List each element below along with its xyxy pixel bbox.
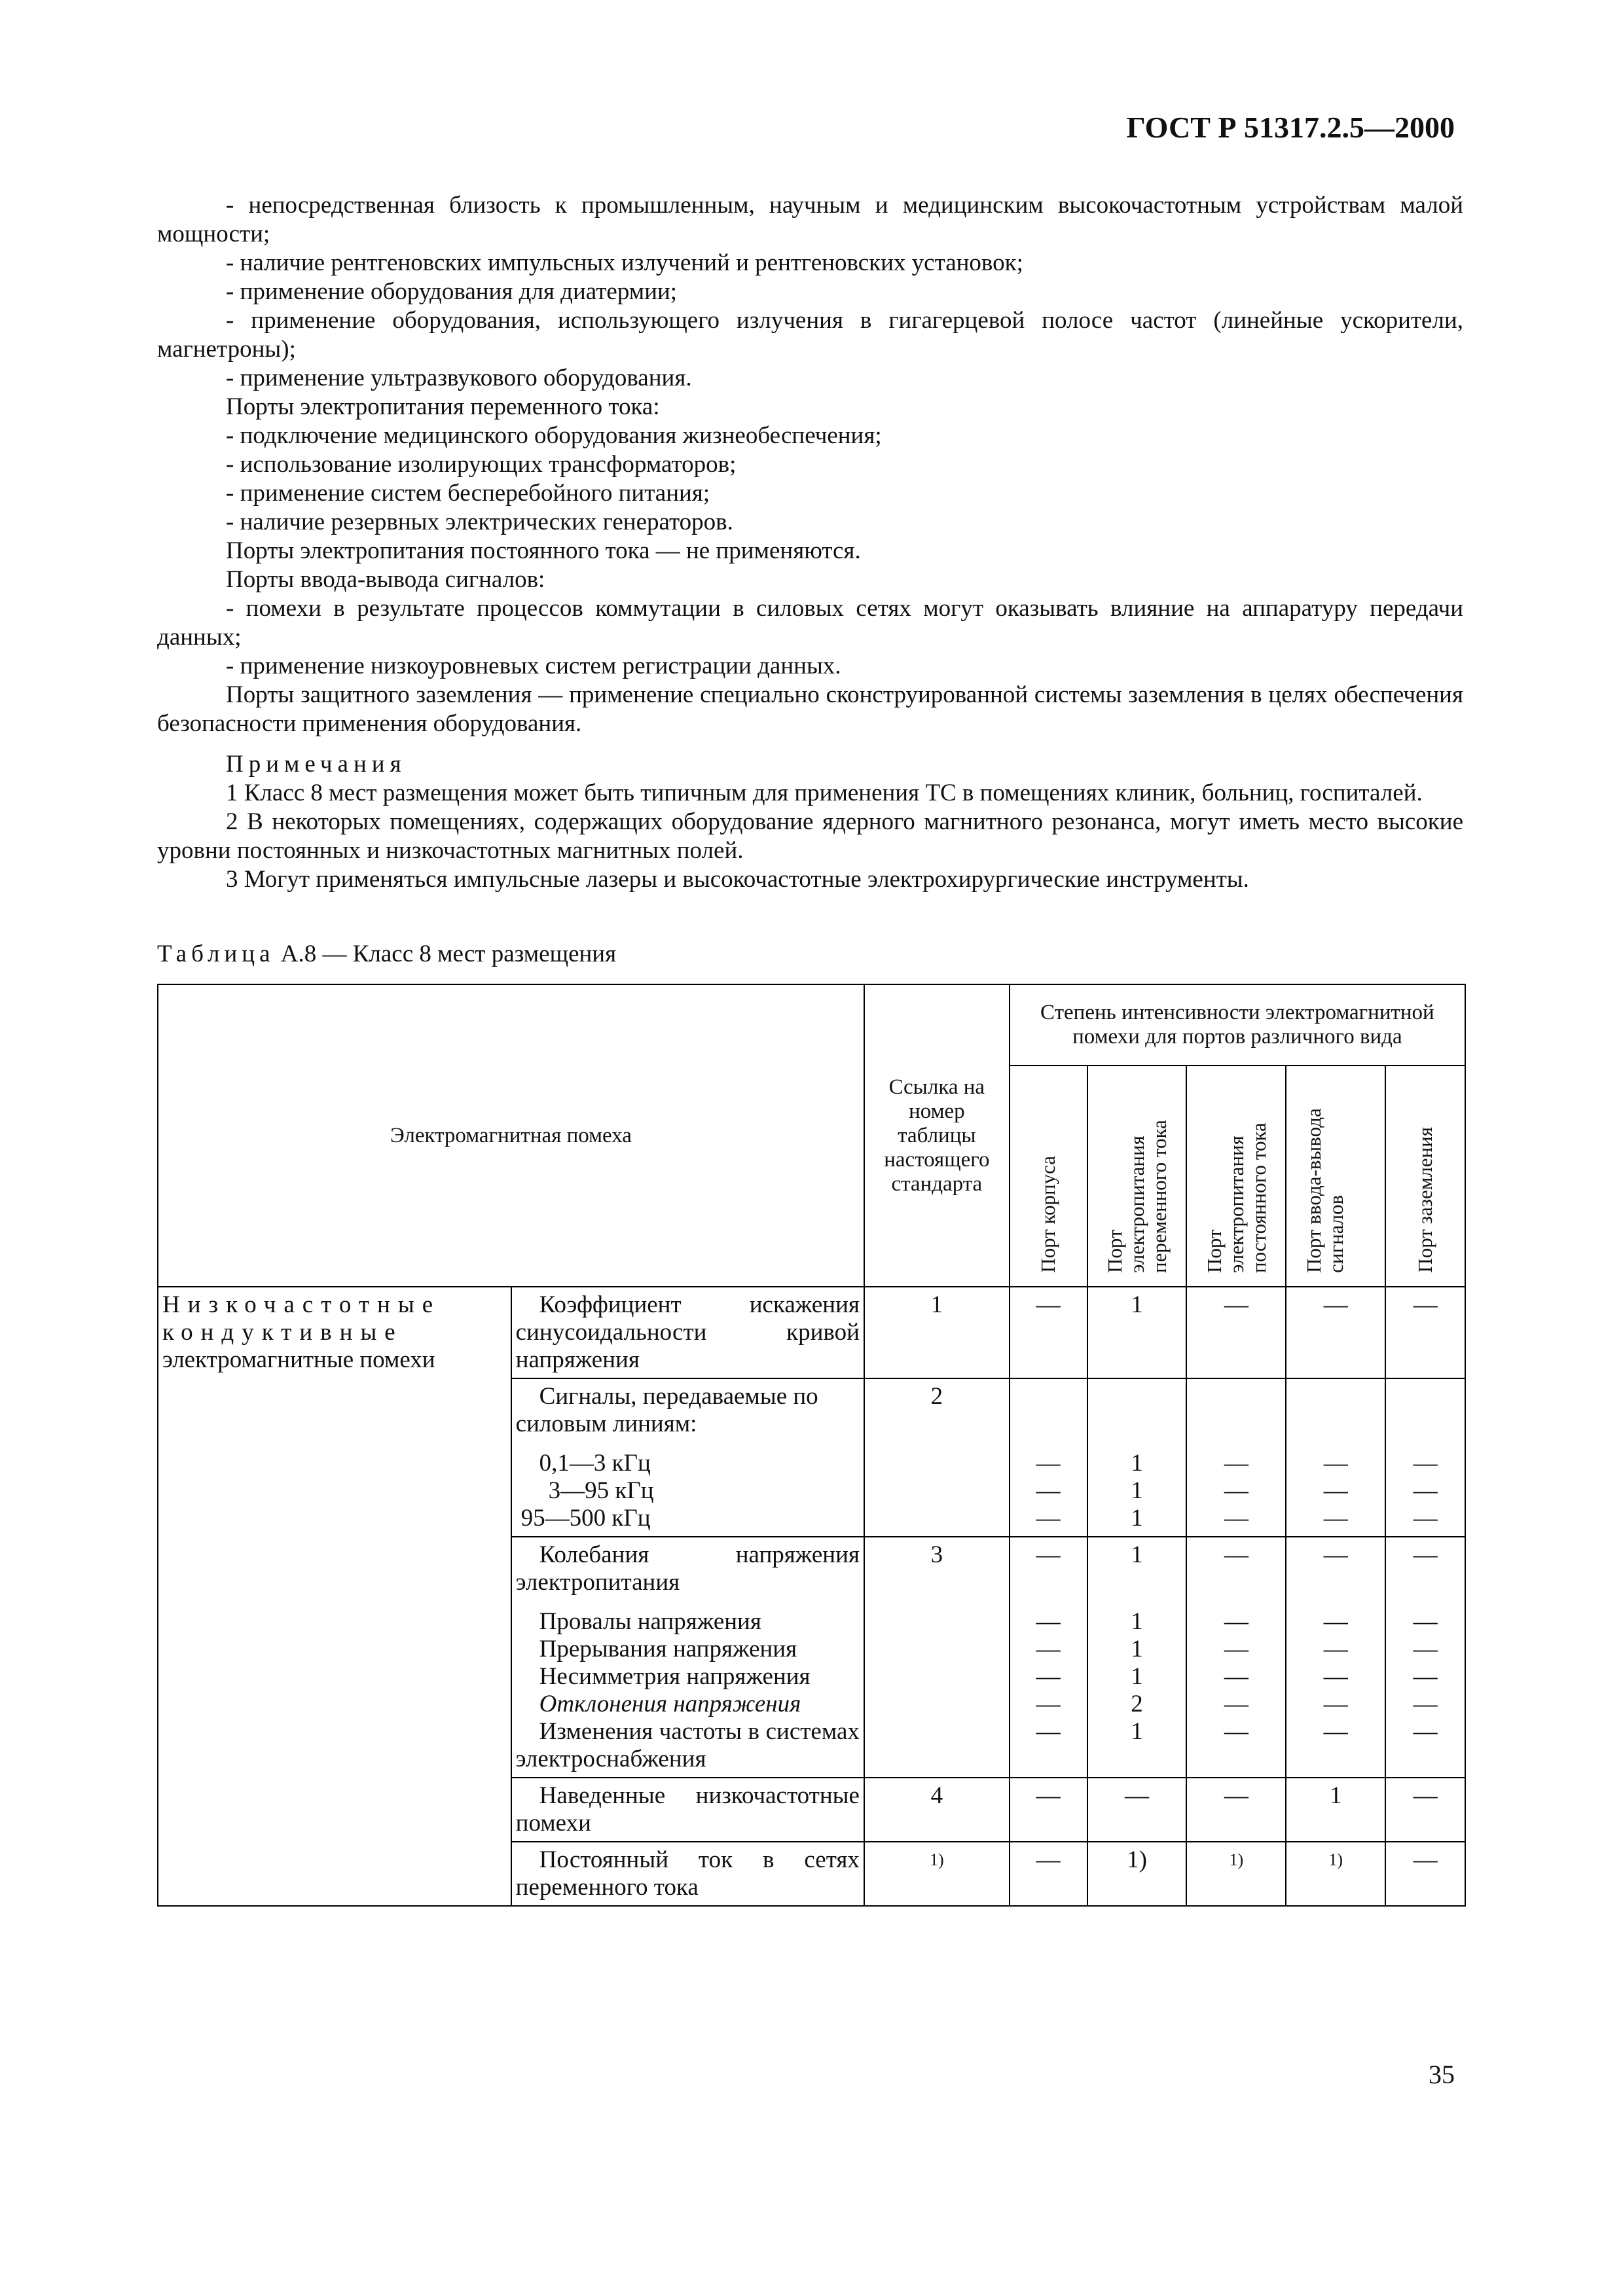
table-row — [158, 1287, 1465, 1378]
body-line: - помехи в результате процессов коммутации в силовых сетях могут оказывать влияние на аппаратуру передачи данных; — [157, 595, 1463, 651]
value-cell: — — [1010, 1842, 1087, 1906]
value-cell — [1286, 1842, 1385, 1906]
note-item: 3 Могут применяться импульсные лазеры и высокочастотные электрохирургические инструменты. — [226, 866, 1249, 893]
body-line: - наличие резервных электрических генераторов. — [226, 509, 733, 535]
row-title: Сигналы, передаваемые по силовым линиям: — [515, 1383, 818, 1437]
body-line: - наличие рентгеновских импульсных излучений и рентгеновских установок; — [226, 249, 1023, 276]
header-port-enclosure: Порт корпуса — [1010, 1066, 1087, 1287]
body-line: Порты электропитания переменного тока: — [226, 393, 660, 420]
sub-item: Прерывания напряжения — [539, 1636, 797, 1662]
body-line: - непосредственная близость к промышленным, научным и медицинским высокочастотным устройствам малой мощности; — [157, 192, 1463, 247]
value-cell: — — [1385, 1287, 1465, 1378]
value-cell: — — [1087, 1778, 1187, 1842]
value-cell: — — — — — — — [1286, 1537, 1385, 1778]
value-cell: — — [1385, 1842, 1465, 1906]
reference-cell: 1 — [864, 1287, 1010, 1378]
disturbance-name: Коэффициент искажения синусоидальности кривой напряжения — [511, 1287, 864, 1378]
header-port-signal: Порт ввода-вывода сигналов — [1286, 1066, 1385, 1287]
sub-item: Изменения частоты в системах электроснабжения — [515, 1718, 860, 1772]
body-line: - применение ультразвукового оборудования. — [226, 365, 692, 391]
value-cell: — — — — [1010, 1378, 1087, 1537]
sub-item: 95—500 кГц — [520, 1505, 651, 1532]
value-cell: — — [1385, 1778, 1465, 1842]
value-cell: — — — — — — — [1010, 1537, 1087, 1778]
value-cell: 1 1 1 1 2 1 — [1087, 1537, 1187, 1778]
value-cell: — — [1186, 1778, 1286, 1842]
value-cell: — — — — [1286, 1378, 1385, 1537]
header-port-earth: Порт заземления — [1385, 1066, 1465, 1287]
header-disturbance: Электромагнитная помеха — [158, 984, 864, 1287]
value-cell: — — — — [1385, 1378, 1465, 1537]
value-cell: 1 — [1286, 1778, 1385, 1842]
body-line: Порты электропитания постоянного тока — не применяются. — [226, 537, 861, 564]
header-port-dc-power: Порт электропитания постоянного тока — [1186, 1066, 1286, 1287]
body-line: Порты защитного заземления — применение специально сконструированной системы заземления в целях обеспечения безопасности применения оборудования. — [157, 681, 1463, 737]
body-line: - применение оборудования, использующего излучения в гигагерцевой полосе частот (линейные ускорители, магнетроны); — [157, 307, 1463, 363]
category-line: кондуктивные — [162, 1319, 403, 1346]
header-port-ac-power: Порт электропитания переменного тока — [1087, 1066, 1187, 1287]
body-line: - применение низкоуровневых систем регистрации данных. — [226, 653, 841, 679]
body-line: - применение систем бесперебойного питания; — [226, 480, 710, 507]
reference-cell: 4 — [864, 1778, 1010, 1842]
category-line: электромагнитные помехи — [162, 1346, 435, 1373]
row-title: Колебания напряжения электропитания — [515, 1541, 860, 1596]
value-cell: — — — — — — — [1385, 1537, 1465, 1778]
sub-item: 3—95 кГц — [548, 1477, 654, 1504]
body-line: - применение оборудования для диатермии; — [226, 278, 678, 305]
reference-cell — [864, 1842, 1010, 1906]
category-cell — [158, 1287, 511, 1906]
body-text — [157, 191, 1463, 894]
disturbance-name — [511, 1537, 864, 1778]
sub-item: Отклонения напряжения — [539, 1691, 801, 1717]
sub-item: 0,1—3 кГц — [539, 1450, 651, 1477]
body-line: - подключение медицинского оборудования жизнеобеспечения; — [226, 422, 882, 449]
page-number: 35 — [1429, 2060, 1455, 2089]
reference-cell: 3 — [864, 1537, 1010, 1778]
value-cell: 1 1 1 — [1087, 1378, 1187, 1537]
header-reference: Ссылка на номер таблицы настоящего стандарта — [864, 984, 1010, 1287]
standard-number: ГОСТ Р 51317.2.5—2000 — [1126, 111, 1455, 144]
footnote-ref: 1) — [1229, 1850, 1244, 1869]
value-cell: — — [1010, 1778, 1087, 1842]
note-item: 1 Класс 8 мест размещения может быть типичным для применения ТС в помещениях клиник, больниц, госпиталей. — [226, 780, 1423, 806]
caption-word: Таблица — [157, 941, 275, 967]
caption-text: А.8 — Класс 8 мест размещения — [280, 941, 617, 967]
notes-heading: Примечания — [226, 751, 407, 778]
value-cell: 1 — [1087, 1287, 1187, 1378]
body-line: - использование изолирующих трансформаторов; — [226, 451, 737, 478]
note-item: 2 В некоторых помещениях, содержащих оборудование ядерного магнитного резонанса, могут иметь место высокие уровни постоянных и низкочастотных магнитных полей. — [157, 808, 1463, 864]
value-cell — [1186, 1842, 1286, 1906]
value-cell: 1) — [1087, 1842, 1187, 1906]
value-cell: — — [1186, 1287, 1286, 1378]
value-cell: — — [1286, 1287, 1385, 1378]
footnote-ref: 1) — [930, 1850, 944, 1869]
header-severity: Степень интенсивности электромагнитной помехи для портов различного вида — [1010, 984, 1465, 1066]
sub-item: Несимметрия напряжения — [539, 1663, 811, 1690]
disturbance-name — [511, 1378, 864, 1537]
disturbance-name: Наведенные низкочастотные помехи — [511, 1778, 864, 1842]
table-caption — [157, 940, 616, 968]
reference-cell: 2 — [864, 1378, 1010, 1537]
value-cell: — — — — — — — [1186, 1537, 1286, 1778]
body-line: Порты ввода-вывода сигналов: — [226, 566, 545, 593]
footnote-ref: 1) — [1328, 1850, 1343, 1869]
emc-table — [157, 984, 1466, 1907]
value-cell: — — [1010, 1287, 1087, 1378]
disturbance-name: Постоянный ток в сетях переменного тока — [511, 1842, 864, 1906]
value-cell: — — — — [1186, 1378, 1286, 1537]
category-line: Низкочастотные — [162, 1291, 441, 1318]
sub-item: Провалы напряжения — [539, 1608, 761, 1635]
